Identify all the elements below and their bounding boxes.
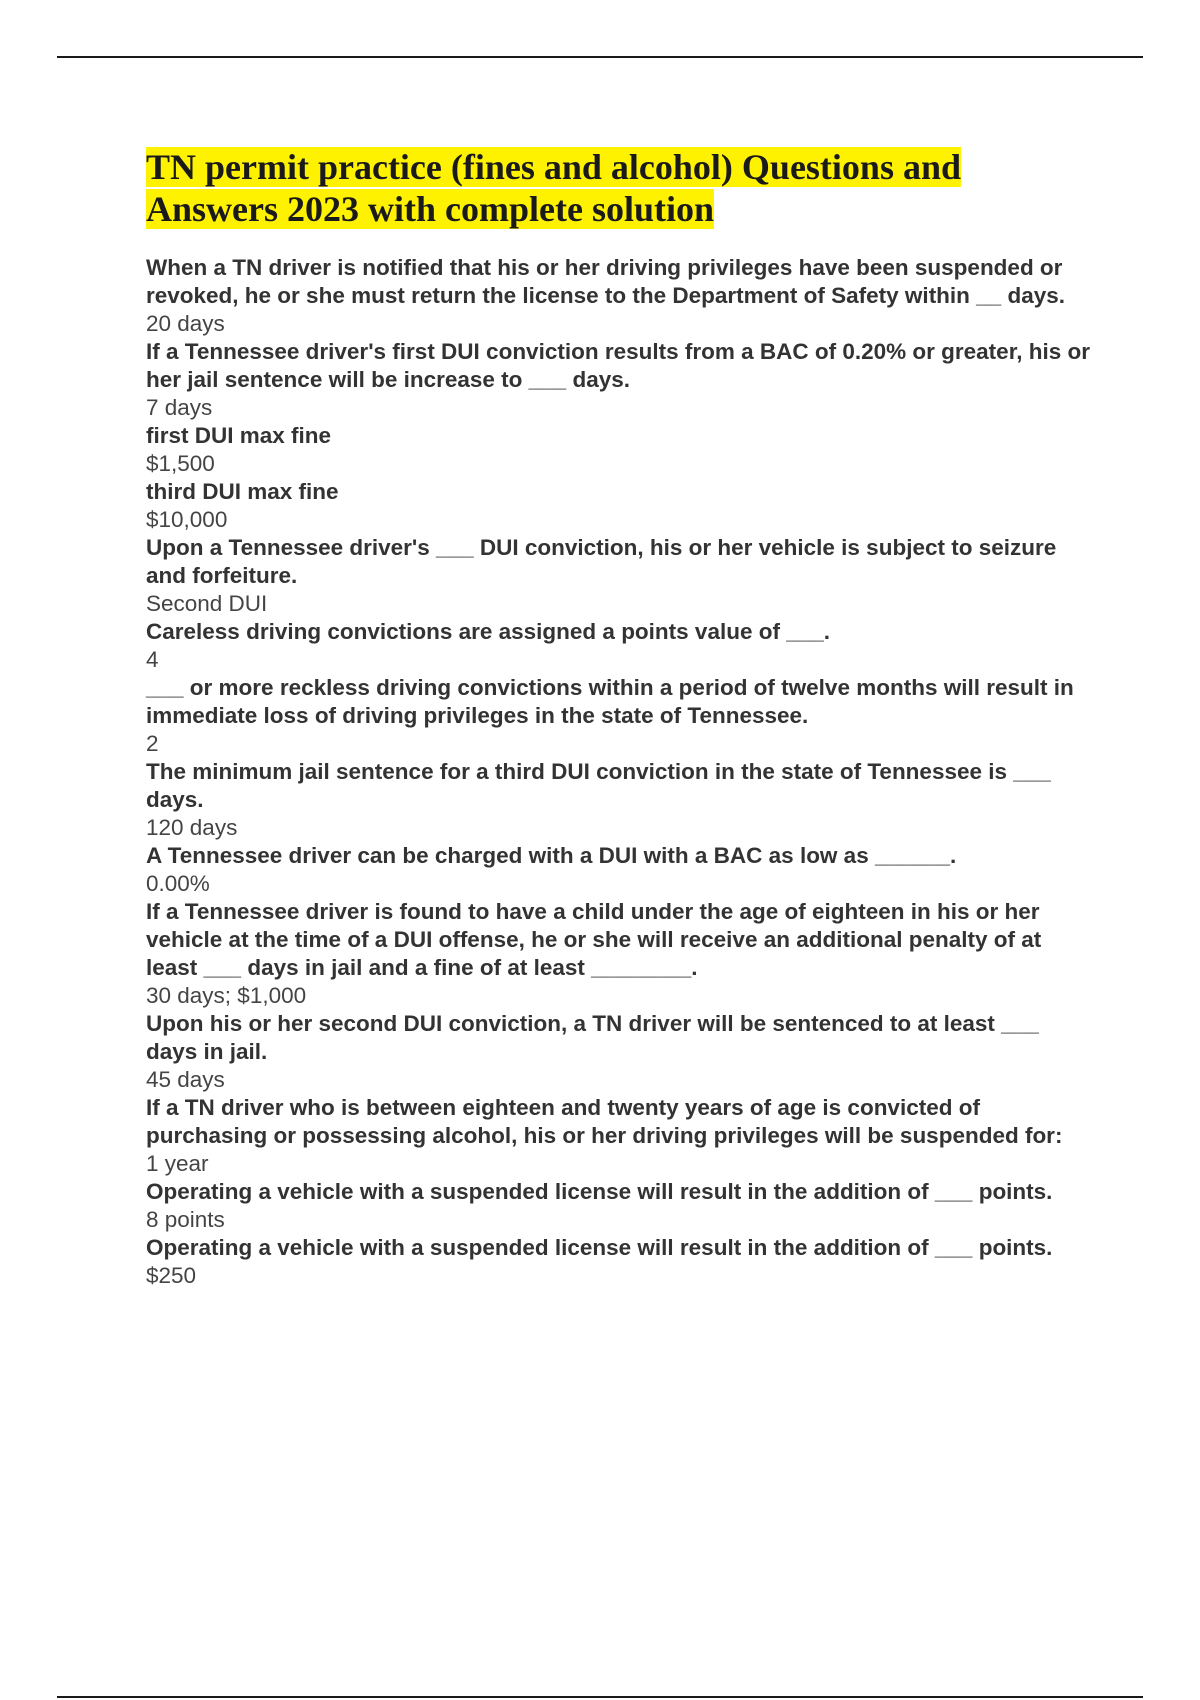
question-text: The minimum jail sentence for a third DUI conviction in the state of Tennessee is ___ days. bbox=[146, 759, 1051, 812]
qa-item bbox=[146, 422, 1096, 478]
qa-item bbox=[146, 534, 1096, 618]
bottom-rule bbox=[57, 1696, 1143, 1698]
qa-item bbox=[146, 1010, 1096, 1094]
question-text: Careless driving convictions are assigned a points value of ___. bbox=[146, 619, 830, 644]
answer-text: 2 bbox=[146, 731, 159, 756]
qa-item bbox=[146, 758, 1096, 842]
qa-item bbox=[146, 674, 1096, 758]
document-body bbox=[146, 146, 1096, 1290]
question-text: Upon a Tennessee driver's ___ DUI conviction, his or her vehicle is subject to seizure and forfeiture. bbox=[146, 535, 1057, 588]
answer-text: 7 days bbox=[146, 395, 213, 420]
question-text: Operating a vehicle with a suspended license will result in the addition of ___ points. bbox=[146, 1179, 1053, 1204]
question-text: If a TN driver who is between eighteen and twenty years of age is convicted of purchasing or possessing alcohol, his or her driving privileges will be suspended for: bbox=[146, 1095, 1063, 1148]
answer-text: 120 days bbox=[146, 815, 238, 840]
answer-text: $1,500 bbox=[146, 451, 215, 476]
qa-item bbox=[146, 842, 1096, 898]
answer-text: 20 days bbox=[146, 311, 225, 336]
document-title bbox=[146, 146, 1096, 230]
answer-text: 45 days bbox=[146, 1067, 225, 1092]
qa-item bbox=[146, 1094, 1096, 1178]
qa-item bbox=[146, 898, 1096, 1010]
question-text: If a Tennessee driver's first DUI conviction results from a BAC of 0.20% or greater, his or her jail sentence will be increase to ___ days. bbox=[146, 339, 1090, 392]
qa-item bbox=[146, 254, 1096, 338]
question-text: When a TN driver is notified that his or her driving privileges have been suspended or revoked, he or she must return the license to the Department of Safety within __ days. bbox=[146, 255, 1065, 308]
question-text: A Tennessee driver can be charged with a DUI with a BAC as low as ______. bbox=[146, 843, 957, 868]
qa-list bbox=[146, 254, 1096, 1290]
qa-item bbox=[146, 1178, 1096, 1234]
qa-item bbox=[146, 338, 1096, 422]
qa-item bbox=[146, 618, 1096, 674]
question-text: Operating a vehicle with a suspended license will result in the addition of ___ points. bbox=[146, 1235, 1053, 1260]
answer-text: $250 bbox=[146, 1263, 197, 1288]
answer-text: $10,000 bbox=[146, 507, 228, 532]
answer-text: Second DUI bbox=[146, 591, 268, 616]
question-text: third DUI max fine bbox=[146, 479, 339, 504]
answer-text: 0.00% bbox=[146, 871, 210, 896]
answer-text: 4 bbox=[146, 647, 159, 672]
title-highlight: TN permit practice (fines and alcohol) Questions and Answers 2023 with complete solution bbox=[146, 147, 961, 229]
question-text: If a Tennessee driver is found to have a child under the age of eighteen in his or her vehicle at the time of a DUI offense, he or she will receive an additional penalty of at least ___ days in jail and a fine of at least ________. bbox=[146, 899, 1042, 980]
qa-item bbox=[146, 478, 1096, 534]
question-text: Upon his or her second DUI conviction, a TN driver will be sentenced to at least ___ days in jail. bbox=[146, 1011, 1039, 1064]
answer-text: 8 points bbox=[146, 1207, 225, 1232]
top-rule bbox=[57, 56, 1143, 58]
question-text: ___ or more reckless driving convictions within a period of twelve months will result in immediate loss of driving privileges in the state of Tennessee. bbox=[146, 675, 1074, 728]
qa-item bbox=[146, 1234, 1096, 1290]
answer-text: 30 days; $1,000 bbox=[146, 983, 307, 1008]
answer-text: 1 year bbox=[146, 1151, 209, 1176]
question-text: first DUI max fine bbox=[146, 423, 332, 448]
